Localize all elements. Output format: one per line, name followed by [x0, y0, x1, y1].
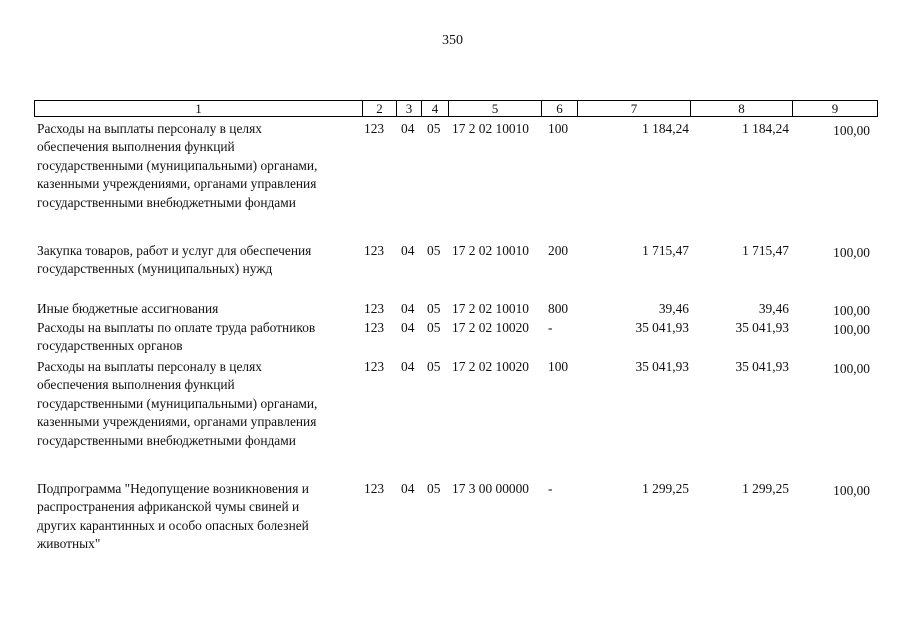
- col-8-value: 1 299,25: [742, 481, 789, 496]
- row-description: [37, 358, 362, 450]
- description-line: казенными учреждениями, органами управления: [37, 414, 317, 430]
- col-7-value: 35 041,93: [635, 359, 689, 374]
- col-5-value: 17 3 00 00000: [452, 481, 529, 496]
- col-9-value: 100,00: [833, 361, 870, 376]
- row-description: [37, 242, 362, 279]
- col-5-value: 17 2 02 10010: [452, 301, 529, 316]
- description-line: животных": [37, 536, 101, 552]
- col-5-value: 17 2 02 10010: [452, 121, 529, 136]
- col-9-value: 100,00: [833, 123, 870, 138]
- col-9-value: 100,00: [833, 322, 870, 337]
- description-line: государственных органов: [37, 338, 183, 354]
- col-6-value: 100: [548, 359, 569, 374]
- col-7-value: 39,46: [658, 301, 689, 316]
- col-6-value: 800: [548, 301, 569, 316]
- col-3-value: 04: [401, 481, 415, 496]
- col-9-value: 100,00: [833, 303, 870, 318]
- col-4-value: 05: [427, 121, 441, 136]
- description-line: обеспечения выполнения функций: [37, 377, 235, 393]
- header-col-7: 7: [577, 101, 690, 116]
- description-line: государственных (муниципальных) нужд: [37, 261, 273, 277]
- col-2-value: 123: [364, 301, 385, 316]
- header-col-9: 9: [792, 101, 877, 116]
- col-7-value: 1 184,24: [642, 121, 689, 136]
- header-col-4: 4: [421, 101, 448, 116]
- col-5-value: 17 2 02 10020: [452, 359, 529, 374]
- col-3-value: 04: [401, 320, 415, 335]
- description-line: государственными (муниципальными) органами,: [37, 157, 318, 173]
- col-3-value: 04: [401, 359, 415, 374]
- description-line: обеспечения выполнения функций: [37, 139, 235, 155]
- col-9-value: 100,00: [833, 483, 870, 498]
- col-2-value: 123: [364, 320, 385, 335]
- col-6-value: 100: [548, 121, 569, 136]
- col-3-value: 04: [401, 301, 415, 316]
- row-description: [37, 319, 362, 356]
- col-3-value: 04: [401, 243, 415, 258]
- header-col-3: 3: [396, 101, 421, 116]
- col-2-value: 123: [364, 481, 385, 496]
- description-line: Иные бюджетные ассигнования: [37, 301, 219, 316]
- col-6-value: -: [548, 481, 553, 496]
- col-4-value: 05: [427, 359, 441, 374]
- table-header: [34, 100, 878, 117]
- col-7-value: 1 299,25: [642, 481, 689, 496]
- description-line: Расходы на выплаты персоналу в целях: [37, 359, 262, 374]
- description-line: Расходы на выплаты персоналу в целях: [37, 121, 262, 136]
- col-8-value: 1 715,47: [742, 243, 789, 258]
- row-description: [37, 120, 362, 212]
- header-col-1: 1: [195, 101, 202, 116]
- col-5-value: 17 2 02 10020: [452, 320, 529, 335]
- col-4-value: 05: [427, 301, 441, 316]
- col-8-value: 35 041,93: [735, 320, 789, 335]
- col-8-value: 35 041,93: [735, 359, 789, 374]
- description-line: казенными учреждениями, органами управления: [37, 176, 317, 192]
- col-4-value: 05: [427, 320, 441, 335]
- col-7-value: 1 715,47: [642, 243, 689, 258]
- header-col-5: 5: [448, 101, 541, 116]
- description-line: Расходы на выплаты по оплате труда работников: [37, 320, 316, 335]
- col-8-value: 1 184,24: [742, 121, 789, 136]
- col-4-value: 05: [427, 481, 441, 496]
- description-line: Закупка товаров, работ и услуг для обеспечения: [37, 243, 312, 258]
- header-col-8: 8: [690, 101, 792, 116]
- description-line: распространения африканской чумы свиней и: [37, 499, 300, 515]
- description-line: государственными внебюджетными фондами: [37, 194, 296, 210]
- header-col-6: 6: [541, 101, 577, 116]
- col-2-value: 123: [364, 121, 385, 136]
- col-2-value: 123: [364, 359, 385, 374]
- description-line: государственными внебюджетными фондами: [37, 432, 296, 448]
- header-col-2: 2: [362, 101, 396, 116]
- description-line: Подпрограмма "Недопущение возникновения и: [37, 481, 309, 496]
- description-line: государственными (муниципальными) органами,: [37, 395, 318, 411]
- col-3-value: 04: [401, 121, 415, 136]
- description-line: других карантинных и особо опасных болезней: [37, 517, 309, 533]
- row-description: [37, 300, 362, 318]
- col-8-value: 39,46: [758, 301, 789, 316]
- page-number: 350: [442, 33, 463, 48]
- col-4-value: 05: [427, 243, 441, 258]
- col-9-value: 100,00: [833, 245, 870, 260]
- col-2-value: 123: [364, 243, 385, 258]
- col-7-value: 35 041,93: [635, 320, 689, 335]
- col-6-value: 200: [548, 243, 569, 258]
- row-description: [37, 480, 362, 554]
- col-6-value: -: [548, 320, 553, 335]
- col-5-value: 17 2 02 10010: [452, 243, 529, 258]
